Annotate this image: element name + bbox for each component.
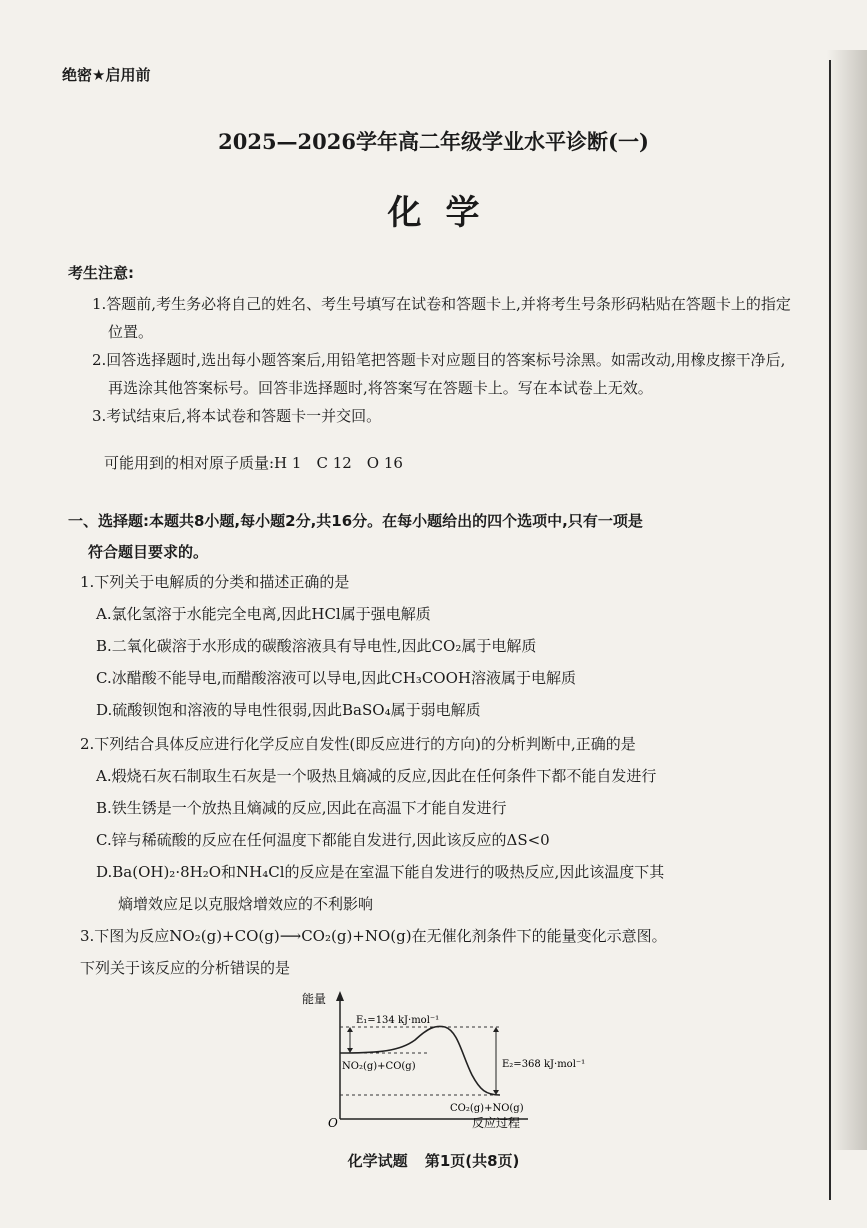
secret-mark: 绝密★启用前: [62, 66, 151, 84]
question-stem: 3.下图为反应NO₂(g)+CO(g)⟶CO₂(g)+NO(g)在无催化剂条件下的能量变化示意图。: [80, 927, 667, 945]
section-heading-line: 符合题目要求的。: [88, 543, 209, 561]
x-axis-label: 反应过程: [472, 1116, 521, 1130]
question-3: [80, 920, 810, 984]
question-2: [80, 728, 810, 920]
option-a: A.煅烧石灰石制取生石灰是一个吸热且熵减的反应,因此在任何条件下都不能自发进行: [96, 767, 657, 785]
atomic-masses: 可能用到的相对原子质量:H 1 C 12 O 16: [104, 454, 403, 472]
option-b: B.二氧化碳溶于水形成的碳酸溶液具有导电性,因此CO₂属于电解质: [96, 637, 537, 655]
energy-diagram: [300, 985, 600, 1130]
notice-heading: 考生注意:: [68, 264, 134, 282]
reactants-label: NO₂(g)+CO(g): [342, 1061, 416, 1072]
footer-page: 第1页(共8页): [424, 1152, 520, 1170]
option-a: A.氯化氢溶于水能完全电离,因此HCl属于强电解质: [96, 605, 431, 623]
option-b: B.铁生锈是一个放热且熵减的反应,因此在高温下才能自发进行: [96, 799, 507, 817]
page-footer: [0, 1150, 867, 1171]
e1-arrow-head: [347, 1027, 353, 1032]
e1-label: E₁=134 kJ·mol⁻¹: [356, 1015, 440, 1026]
option-d: D.Ba(OH)₂·8H₂O和NH₄Cl的反应是在室温下能自发进行的吸热反应,因此该温度下其: [96, 863, 665, 881]
footer-subject: 化学试题: [347, 1152, 408, 1170]
question-stem: 2.下列结合具体反应进行化学反应自发性(即反应进行的方向)的分析判断中,正确的是: [80, 735, 636, 753]
option-c: C.冰醋酸不能导电,而醋酸溶液可以导电,因此CH₃COOH溶液属于电解质: [96, 669, 576, 687]
question-1: [80, 566, 810, 726]
section-heading-line: 一、选择题:本题共8小题,每小题2分,共16分。在每小题给出的四个选项中,只有一项是: [68, 512, 643, 530]
e2-label: E₂=368 kJ·mol⁻¹: [502, 1059, 586, 1070]
notice-item: 2.回答选择题时,选出每小题答案后,用铅笔把答题卡对应题目的答案标号涂黑。如需改动,用橡皮擦干净后,再选涂其他答案标号。回答非选择题时,将答案写在答题卡上。写在本试卷上无效。: [92, 351, 786, 397]
question-stem-continued: 下列关于该反应的分析错误的是: [80, 959, 291, 977]
exam-title: 2025—2026学年高二年级学业水平诊断(一): [218, 129, 649, 154]
section-heading: [68, 506, 798, 568]
option-c: C.锌与稀硫酸的反应在任何温度下都能自发进行,因此该反应的ΔS<0: [96, 831, 550, 849]
products-label: CO₂(g)+NO(g): [450, 1103, 524, 1114]
notice-list: [92, 290, 792, 430]
option-d: D.硫酸钡饱和溶液的导电性很弱,因此BaSO₄属于弱电解质: [96, 701, 481, 719]
y-axis-label: 能量: [302, 992, 327, 1006]
option-d-continued: 熵增效应足以克服焓增效应的不利影响: [118, 895, 374, 913]
notice-item: 3.考试结束后,将本试卷和答题卡一并交回。: [92, 407, 382, 425]
origin-label: O: [328, 1116, 338, 1130]
e2-arrow-head: [493, 1027, 499, 1032]
question-stem: 1.下列关于电解质的分类和描述正确的是: [80, 573, 350, 591]
notice-item: 1.答题前,考生务必将自己的姓名、考生号填写在试卷和答题卡上,并将考生号条形码粘贴在答题卡上的指定位置。: [92, 295, 791, 341]
subject-title: 化学: [387, 193, 504, 233]
y-axis-arrow: [336, 991, 344, 1001]
